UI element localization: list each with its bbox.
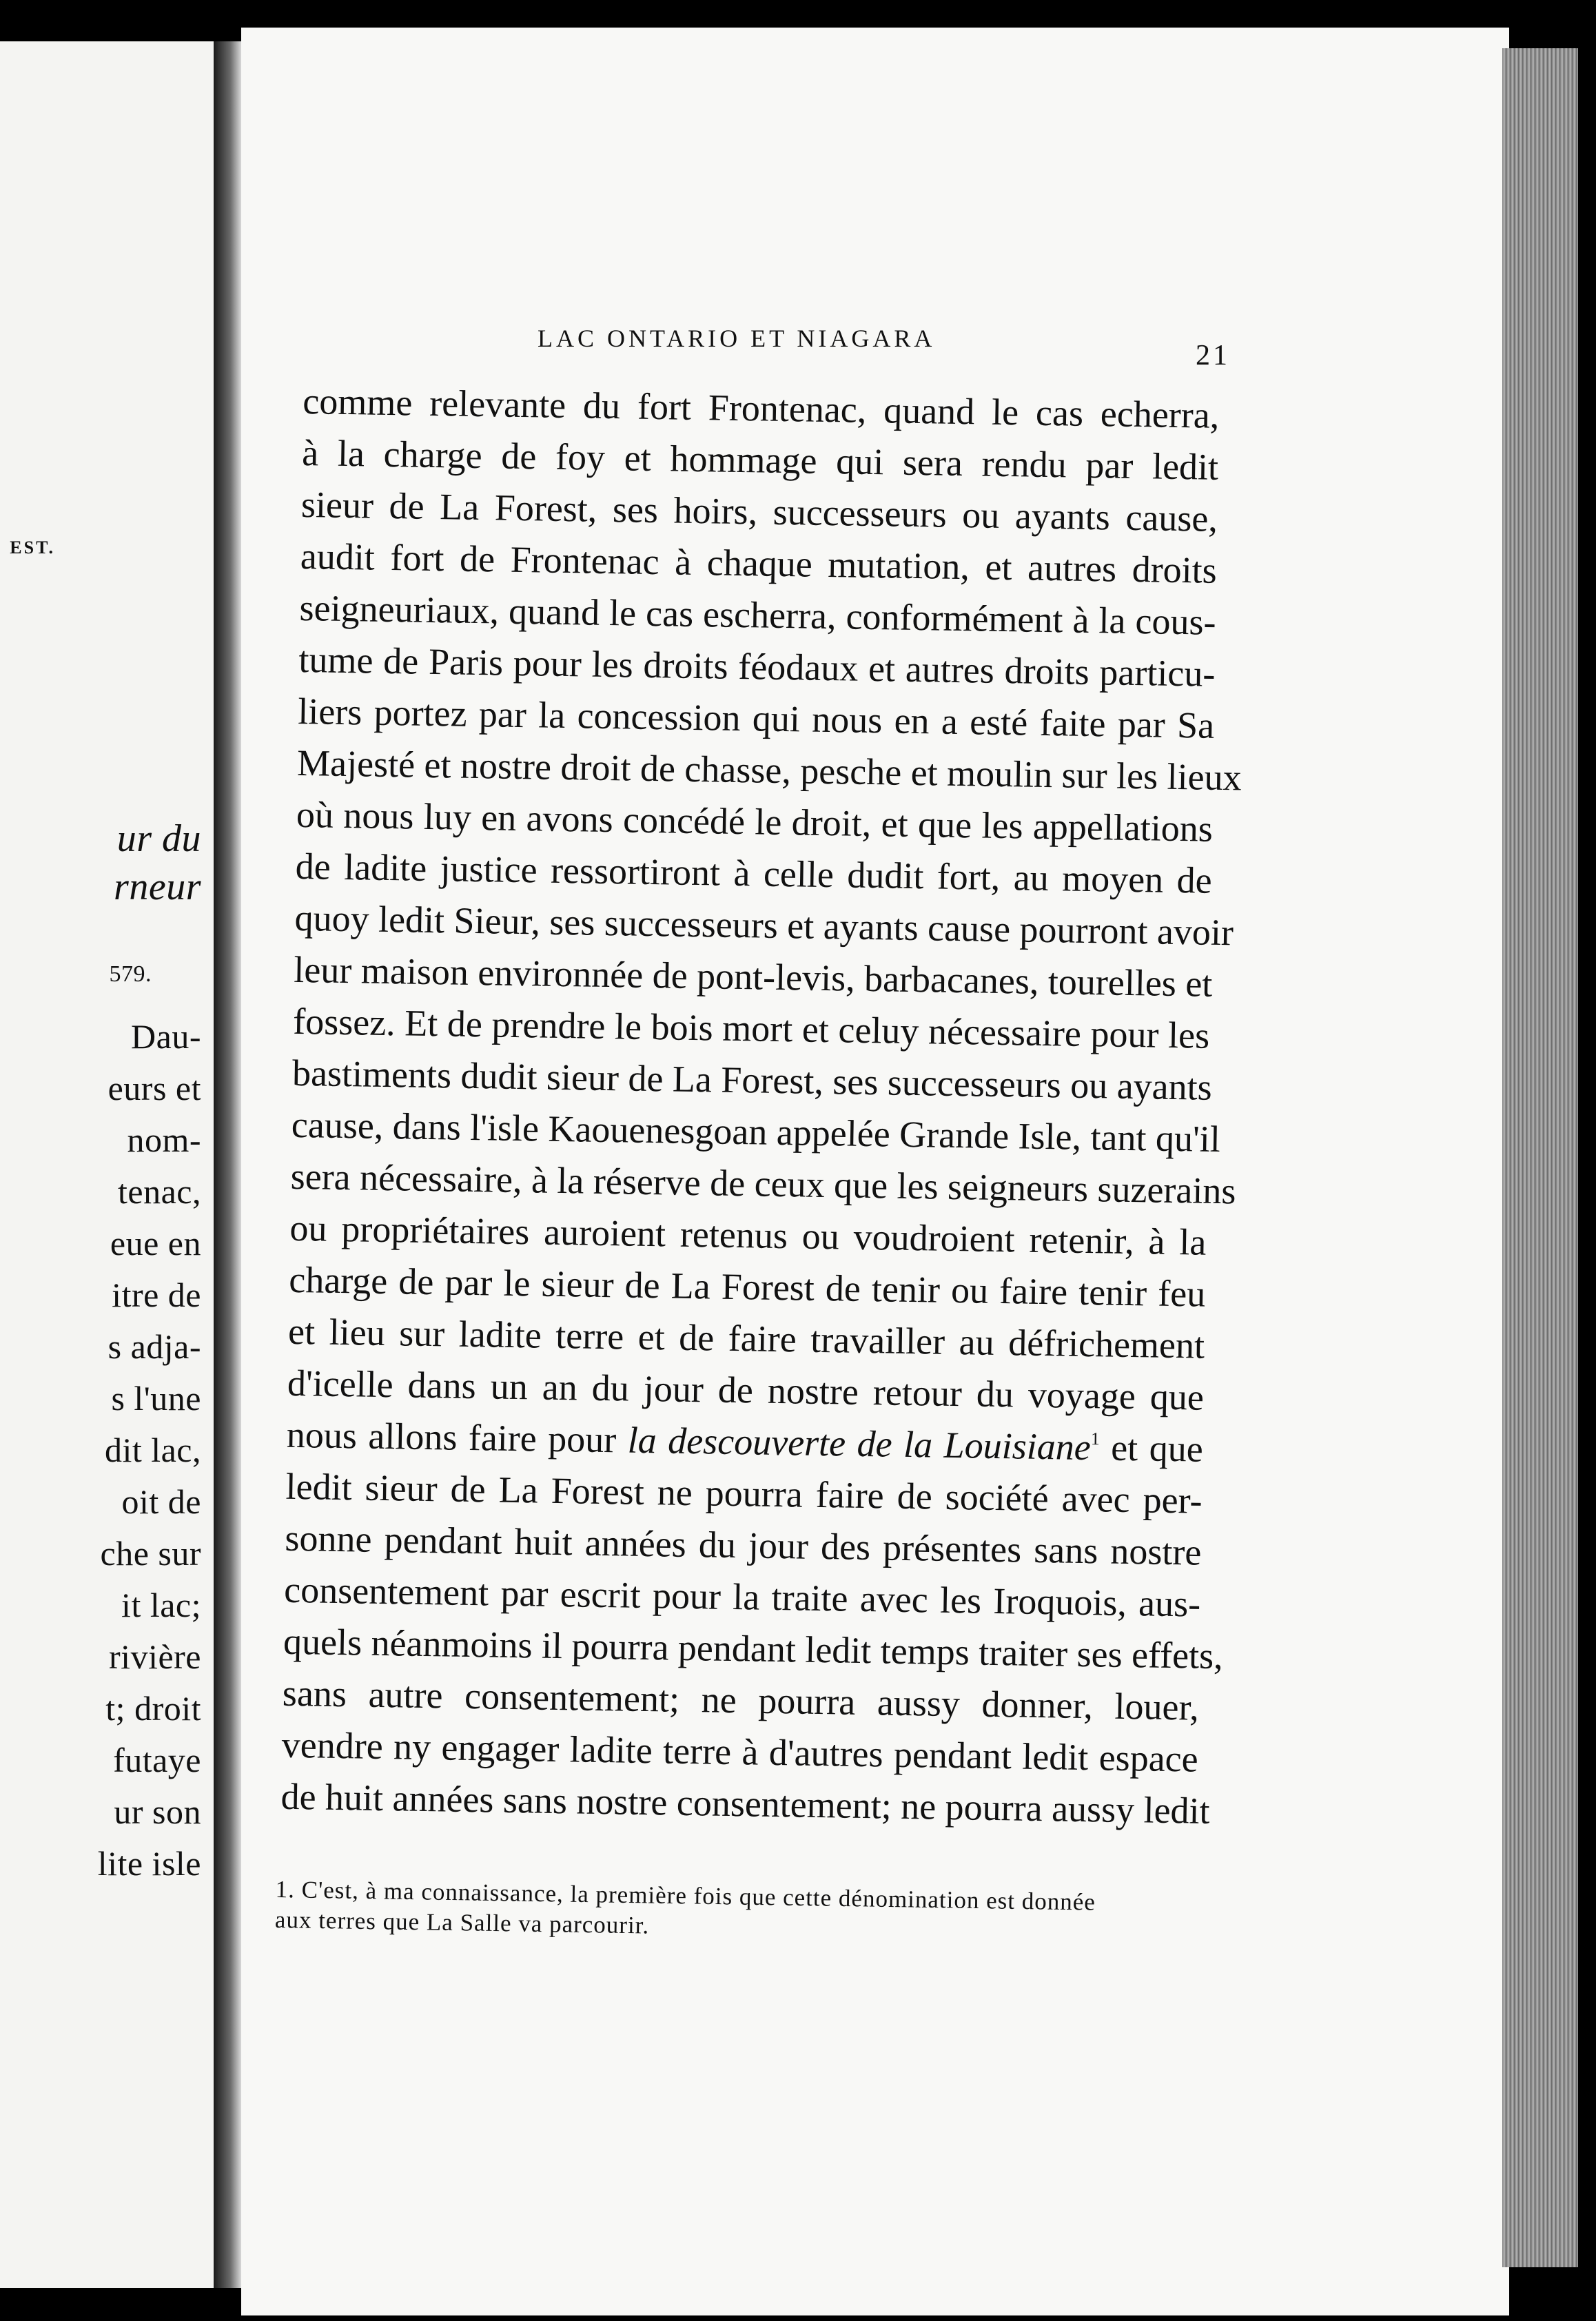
text-line: charge de par le sieur de La Forest de tenir ou faire tenir feu xyxy=(288,1258,1206,1315)
page-number: 21 xyxy=(1196,340,1230,371)
text-line: fossez. Et de prendre le bois mort et celuy nécessaire pour les xyxy=(292,1000,1210,1056)
footnote-line: 1. C'est, à ma connaissance, la première fois que cette dénomination est donnée xyxy=(275,1875,1096,1916)
left-page xyxy=(0,41,223,2288)
text-line: audit fort de Frontenac à chaque mutation, et autres droits xyxy=(300,535,1218,591)
text-line: bastiments dudit sieur de La Forest, ses successeurs ou ayants xyxy=(291,1052,1213,1108)
page-edge-stack xyxy=(1502,48,1578,2267)
text-line: quoy ledit Sieur, ses successeurs et ayants cause pourront avoir xyxy=(294,897,1234,954)
text-line: consentement par escrit pour la traite avec les Iroquois, aus- xyxy=(283,1568,1201,1625)
left-text-fragment: s l'une xyxy=(111,1379,201,1418)
left-text-fragment: oit de xyxy=(121,1482,201,1521)
left-text-fragment: che sur xyxy=(100,1534,201,1573)
left-text-fragment: ur son xyxy=(114,1792,201,1831)
text-line: et lieu sur ladite terre et de faire travailler au défrichement xyxy=(287,1310,1205,1367)
text-line: liers portez par la concession qui nous en a esté faite par Sa xyxy=(297,690,1215,746)
italic-title: la descouverte de la Louisiane xyxy=(627,1419,1092,1469)
left-text-fragment: itre de xyxy=(112,1276,201,1314)
running-head: LAC ONTARIO ET NIAGARA xyxy=(538,325,936,352)
left-italic-fragment: ur du xyxy=(116,817,201,860)
text-line: Majesté et nostre droit de chasse, pesche et moulin sur les lieux xyxy=(296,742,1242,799)
text-line: sans autre consentement; ne pourra aussy donner, louer, xyxy=(282,1672,1200,1728)
text-line: ou propriétaires auroient retenus ou voudroient retenir, à la xyxy=(289,1207,1207,1263)
text-line: ledit sieur de La Forest ne pourra faire de société avec per- xyxy=(285,1465,1203,1522)
body-text xyxy=(280,376,1242,1837)
text-line: sera nécessaire, à la réserve de ceux que les seigneurs suzerains xyxy=(290,1155,1236,1212)
left-italic-fragment: rneur xyxy=(114,866,201,908)
footnote-reference: 1 xyxy=(1090,1429,1101,1449)
text-line: sieur de La Forest, ses hoirs, successeurs ou ayants cause, xyxy=(300,483,1218,540)
left-text-fragment: lite isle xyxy=(97,1844,201,1883)
left-text-fragment: it lac; xyxy=(121,1586,201,1624)
footnote-line: aux terres que La Salle va parcourir. xyxy=(274,1905,650,1939)
text-line: de huit années sans nostre consentement; ne pourra aussy ledit xyxy=(280,1775,1211,1832)
left-text-fragment: t; droit xyxy=(105,1689,201,1728)
text-line: cause, dans l'isle Kaouenesgoan appelée Grande Isle, tant qu'il xyxy=(291,1103,1221,1160)
text-line: de ladite justice ressortiront à celle dudit fort, au moyen de xyxy=(295,845,1213,901)
text-line: vendre ny engager ladite terre à d'autres pendant ledit espace xyxy=(281,1724,1199,1780)
text-line: seigneuriaux, quand le cas escherra, conformément à la cous- xyxy=(299,586,1217,643)
book-gutter xyxy=(214,41,241,2288)
left-text-fragment: rivière xyxy=(109,1637,201,1676)
text-line: à la charge de foy et hommage qui sera rendu par ledit xyxy=(301,431,1219,488)
left-date-fragment: 579. xyxy=(109,961,152,987)
text-segment: nous allons faire pour xyxy=(286,1413,628,1461)
left-running-head-fragment: EST. xyxy=(10,538,55,558)
text-line: d'icelle dans un an du jour de nostre retour du voyage que xyxy=(287,1362,1205,1418)
left-text-fragment: tenac, xyxy=(118,1172,201,1211)
text-line: sonne pendant huit années du jour des présentes sans nostre xyxy=(285,1517,1202,1573)
text-line: tume de Paris pour les droits féodaux et autres droits particu- xyxy=(298,638,1216,695)
left-text-fragment: dit lac, xyxy=(104,1431,201,1469)
left-text-fragment: s adja- xyxy=(108,1327,201,1366)
text-line: quels néanmoins il pourra pendant ledit temps traiter ses effets, xyxy=(283,1620,1224,1677)
text-line: où nous luy en avons concédé le droit, et que les appellations xyxy=(296,793,1214,850)
text-line: leur maison environnée de pont-levis, barbacanes, tourelles et xyxy=(293,948,1213,1005)
text-line: comme relevante du fort Frontenac, quand le cas echerra, xyxy=(302,380,1220,436)
left-text-fragment: futaye xyxy=(113,1741,201,1779)
left-text-fragment: Dau- xyxy=(131,1017,201,1056)
left-text-fragment: eurs et xyxy=(108,1069,201,1107)
left-text-fragment: nom- xyxy=(127,1121,201,1159)
left-text-fragment: eue en xyxy=(110,1224,201,1262)
text-segment: et que xyxy=(1099,1427,1204,1470)
